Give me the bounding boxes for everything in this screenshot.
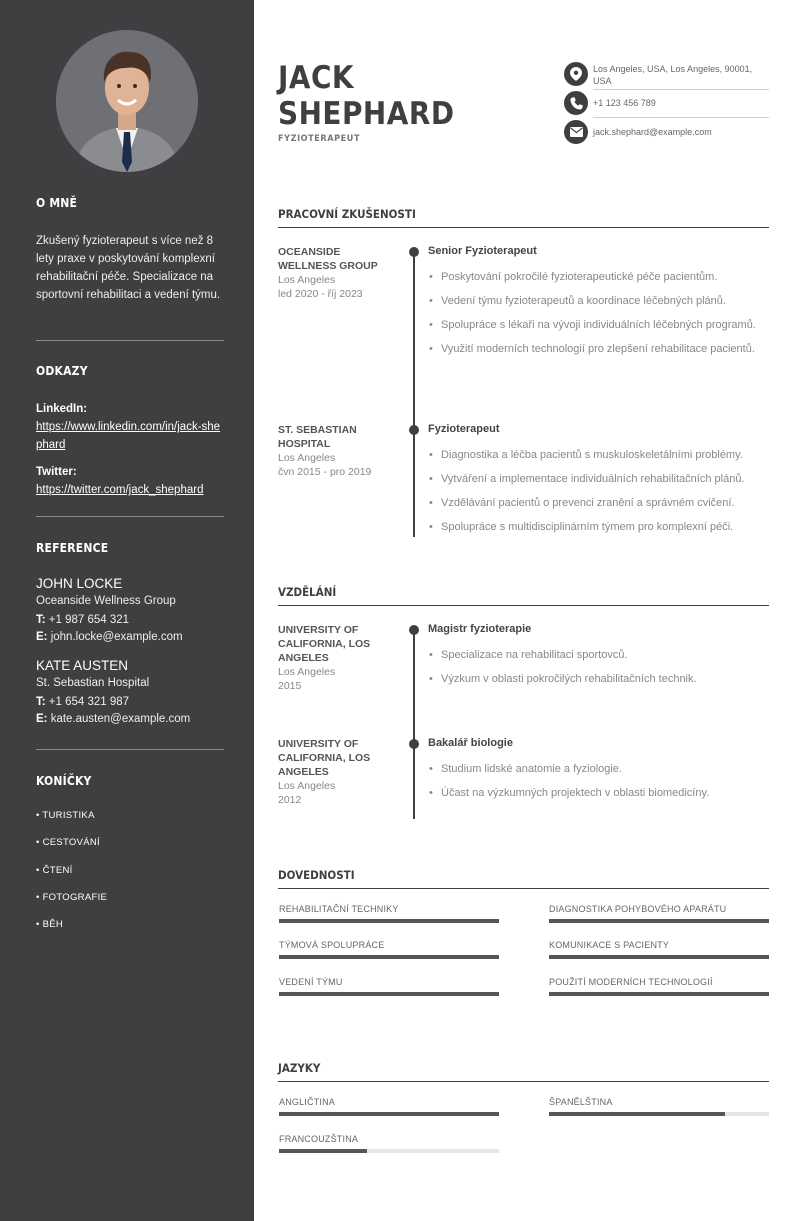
hobby-item: • BĚH — [36, 919, 63, 930]
last-name: SHEPHARD — [278, 96, 455, 132]
skill-label: REHABILITAČNÍ TECHNIKY — [279, 904, 399, 914]
language-item — [279, 1134, 499, 1153]
address-text: Los Angeles, USA, Los Angeles, 90001, USA — [593, 64, 753, 86]
skill-bar-fill — [549, 992, 769, 996]
study-list — [428, 761, 770, 809]
school-name: UNIVERSITY OF CALIFORNIA, LOS ANGELES — [278, 624, 371, 664]
link-twitter — [36, 463, 224, 499]
job-role: FYZIOTERAPEUT — [278, 134, 361, 144]
skill-bar-fill — [549, 919, 769, 923]
timeline-dot — [409, 739, 419, 749]
reference-phone — [36, 612, 224, 629]
avatar — [56, 30, 198, 172]
timeline-dot — [409, 247, 419, 257]
language-bar-fill — [279, 1149, 367, 1153]
list-item: • Specializace na rehabilitaci sportovců. — [428, 647, 770, 663]
skill-item — [279, 904, 499, 923]
divider — [593, 89, 769, 90]
divider — [36, 749, 224, 750]
language-bar-fill — [549, 1112, 725, 1116]
skill-bar-fill — [279, 919, 499, 923]
experience-org — [278, 423, 398, 479]
experience-title: PRACOVNÍ ZKUŠENOSTI — [278, 207, 416, 221]
reference-email — [36, 711, 224, 728]
timeline-dot — [409, 425, 419, 435]
list-item: • Spolupráce s multidisciplinárním týmem pro komplexní péči. — [428, 519, 770, 535]
reference-item — [36, 657, 224, 728]
sidebar — [0, 0, 254, 1221]
email-value: john.locke@example.com — [50, 631, 183, 643]
timeline-dot — [409, 625, 419, 635]
first-name: JACK — [278, 60, 355, 96]
twitter-link[interactable]: https://twitter.com/jack_shephard — [36, 484, 204, 496]
skill-bar-fill — [549, 955, 769, 959]
org-location: Los Angeles — [278, 452, 336, 464]
skill-bar — [549, 992, 769, 996]
skill-bar-fill — [279, 992, 499, 996]
email-icon — [564, 120, 588, 144]
experience-org — [278, 245, 398, 301]
reference-name: JOHN LOCKE — [36, 576, 123, 591]
phone-label: T: — [36, 614, 46, 626]
school-location: Los Angeles — [278, 780, 336, 792]
list-item: • Využití moderních technologií pro zlepšení rehabilitace pacientů. — [428, 341, 770, 357]
references-title: REFERENCE — [36, 541, 109, 555]
skill-bar — [279, 955, 499, 959]
reference-item — [36, 575, 224, 646]
org-dates: led 2020 - říj 2023 — [278, 288, 363, 300]
skill-item — [549, 977, 769, 996]
reference-phone — [36, 694, 224, 711]
list-item: • Diagnostika a léčba pacientů s muskuloskeletálními problémy. — [428, 447, 770, 463]
section-rule — [278, 888, 769, 889]
linkedin-link[interactable]: https://www.linkedin.com/in/jack-shephard — [36, 421, 221, 451]
school-dates: 2015 — [278, 680, 302, 692]
list-item: • Vzdělávání pacientů o prevenci zranění a správném cvičení. — [428, 495, 770, 511]
position-title: Fyzioterapeut — [428, 423, 500, 435]
list-item: • Účast na výzkumných projektech v oblasti biomedicíny. — [428, 785, 770, 801]
language-label: ANGLIČTINA — [279, 1097, 336, 1107]
org-location: Los Angeles — [278, 274, 336, 286]
reference-email — [36, 629, 224, 646]
timeline-line — [413, 251, 415, 537]
phone-value: +1 654 321 987 — [48, 696, 130, 708]
hobby-item: • FOTOGRAFIE — [36, 892, 108, 903]
phone-label: T: — [36, 696, 46, 708]
about-text: Zkušený fyzioterapeut s více než 8 lety praxe v poskytování komplexní rehabilitační péče. Specializace na sportovní rehabilitaci a vedení týmu. — [36, 235, 221, 301]
list-item: • Poskytování pokročilé fyzioterapeutické péče pacientům. — [428, 269, 770, 285]
skill-label: VEDENÍ TÝMU — [279, 977, 343, 987]
school-name: UNIVERSITY OF CALIFORNIA, LOS ANGELES — [278, 738, 371, 778]
divider — [593, 117, 769, 118]
skill-bar — [549, 919, 769, 923]
org-name: ST. SEBASTIAN HOSPITAL — [278, 424, 357, 450]
language-bar — [279, 1112, 499, 1116]
skill-item — [279, 977, 499, 996]
duty-list — [428, 269, 770, 365]
divider — [36, 340, 224, 341]
languages-title: JAZYKY — [278, 1061, 321, 1075]
section-rule — [278, 227, 769, 228]
education-org — [278, 623, 398, 693]
phone-icon — [564, 91, 588, 115]
link-linkedin — [36, 400, 224, 454]
skill-label: POUŽITÍ MODERNÍCH TECHNOLOGIÍ — [549, 977, 713, 987]
skill-item — [549, 904, 769, 923]
list-item: • Spolupráce s lékaři na vývoji individuálních léčebných programů. — [428, 317, 770, 333]
degree-title: Bakalář biologie — [428, 737, 513, 749]
language-label: ŠPANĚLŠTINA — [549, 1097, 613, 1107]
degree-title: Magistr fyzioterapie — [428, 623, 532, 635]
hobby-item: • CESTOVÁNÍ — [36, 837, 100, 848]
skill-bar-fill — [279, 955, 499, 959]
hobby-item: • ČTENÍ — [36, 865, 73, 876]
skill-item — [549, 940, 769, 959]
email-label: E: — [36, 631, 48, 643]
reference-company: Oceanside Wellness Group — [36, 595, 176, 607]
phone-text: +1 123 456 789 — [593, 98, 656, 108]
email-label: E: — [36, 713, 48, 725]
skill-item — [279, 940, 499, 959]
list-item: • Vytváření a implementace individuálních rehabilitačních plánů. — [428, 471, 770, 487]
org-name: OCEANSIDE WELLNESS GROUP — [278, 246, 378, 272]
education-title: VZDĚLÁNÍ — [278, 585, 337, 599]
links-title: ODKAZY — [36, 364, 88, 378]
skill-bar — [549, 955, 769, 959]
location-icon — [564, 62, 588, 86]
language-bar-fill — [279, 1112, 499, 1116]
list-item: • Studium lidské anatomie a fyziologie. — [428, 761, 770, 777]
skill-bar — [279, 992, 499, 996]
language-bar — [279, 1149, 499, 1153]
language-item — [549, 1097, 769, 1116]
reference-name: KATE AUSTEN — [36, 658, 129, 673]
about-title: O MNĚ — [36, 196, 78, 210]
hobbies-title: KONÍČKY — [36, 774, 92, 788]
org-dates: čvn 2015 - pro 2019 — [278, 466, 372, 478]
position-title: Senior Fyzioterapeut — [428, 245, 537, 257]
hobby-item: • TURISTIKA — [36, 810, 95, 821]
skill-label: DIAGNOSTIKA POHYBOVÉHO APARÁTU — [549, 904, 727, 914]
timeline-line — [413, 629, 415, 819]
list-item: • Výzkum v oblasti pokročilých rehabilitačních technik. — [428, 671, 770, 687]
email-value: kate.austen@example.com — [50, 713, 191, 725]
language-label: FRANCOUZŠTINA — [279, 1134, 359, 1144]
phone-value: +1 987 654 321 — [48, 614, 130, 626]
study-list — [428, 647, 770, 695]
list-item: • Vedení týmu fyzioterapeutů a koordinace léčebných plánů. — [428, 293, 770, 309]
skills-title: DOVEDNOSTI — [278, 868, 355, 882]
school-location: Los Angeles — [278, 666, 336, 678]
language-bar — [549, 1112, 769, 1116]
section-rule — [278, 1081, 769, 1082]
skill-bar — [279, 919, 499, 923]
link-label: LinkedIn: — [36, 403, 88, 415]
reference-company: St. Sebastian Hospital — [36, 677, 150, 689]
divider — [36, 516, 224, 517]
skill-label: TÝMOVÁ SPOLUPRÁCE — [279, 940, 385, 950]
language-item — [279, 1097, 499, 1116]
skill-label: KOMUNIKACE S PACIENTY — [549, 940, 670, 950]
link-label: Twitter: — [36, 466, 77, 478]
duty-list — [428, 447, 770, 543]
email-text: jack.shephard@example.com — [593, 127, 712, 137]
school-dates: 2012 — [278, 794, 302, 806]
education-org — [278, 737, 398, 807]
profile-photo — [56, 30, 198, 172]
section-rule — [278, 605, 769, 606]
